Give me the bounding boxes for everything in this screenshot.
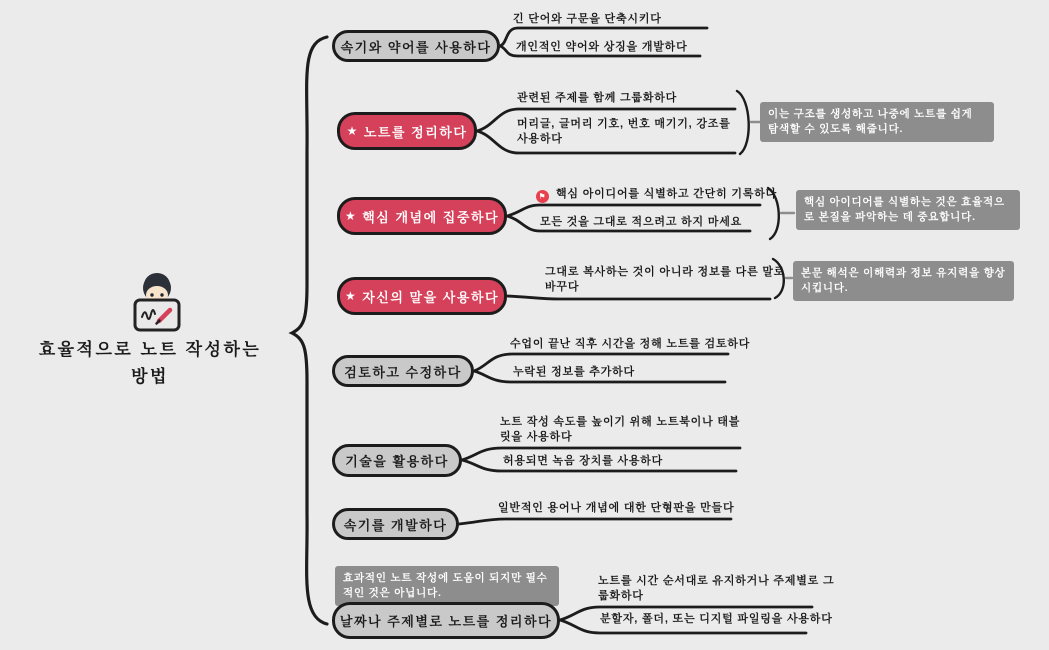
subtopic[interactable]: 긴 단어와 구문을 단축시키다 xyxy=(513,13,662,25)
subtopic[interactable]: 개인적인 약어와 상징을 개발하다 xyxy=(516,41,688,53)
subtopic[interactable]: 허용되면 녹음 장치를 사용하다 xyxy=(503,455,664,467)
topic-label: 자신의 말을 사용하다 xyxy=(362,289,499,305)
subtopic[interactable]: 관련된 주제를 함께 그룹화하다 xyxy=(517,92,678,104)
summary-callout[interactable]: 핵심 아이디어를 식별하는 것은 효율적으로 본질을 파악하는 데 중요합니다. xyxy=(796,190,1020,230)
topic-organize-by-date-or-subject[interactable] xyxy=(332,602,560,639)
star-icon: ★ xyxy=(344,289,358,303)
topic-label: 기술을 활용하다 xyxy=(345,454,449,469)
topic-label: 검토하고 수정하다 xyxy=(344,364,462,380)
subtopic[interactable] xyxy=(536,187,777,203)
subtopic[interactable]: 일반적인 용어나 개념에 대한 단형판을 만들다 xyxy=(498,502,735,514)
topic-use-shorthand-abbreviations[interactable] xyxy=(332,30,500,62)
topic-use-own-words[interactable] xyxy=(337,277,507,315)
topic-label: 속기를 개발하다 xyxy=(343,517,448,533)
star-icon: ★ xyxy=(346,124,359,138)
flag-icon: ⚑ xyxy=(536,190,549,203)
subtopic[interactable]: 노트 작성 속도를 높이기 위해 노트북이나 태블릿을 사용하다 xyxy=(500,416,741,443)
subtopic[interactable]: 머리글, 글머리 기호, 번호 매기기, 강조를 사용하다 xyxy=(517,118,731,145)
topic-label: 핵심 개념에 집중하다 xyxy=(362,209,499,225)
subtopic[interactable]: 수업이 끝난 직후 시간을 정해 노트를 검토하다 xyxy=(510,338,751,350)
subtopic[interactable]: 누락된 정보를 추가하다 xyxy=(513,366,635,378)
topic-label: 속기와 약어를 사용하다 xyxy=(340,39,492,55)
topic-use-technology[interactable] xyxy=(332,444,462,477)
subtopic[interactable]: 모든 것을 그대로 적으려고 하지 마세요 xyxy=(540,216,743,228)
summary-callout[interactable]: 이는 구조를 생성하고 나중에 노트를 쉽게 탐색할 수 있도록 해줍니다. xyxy=(760,102,994,142)
central-topic[interactable]: 효율적으로 노트 작성하는 방법 xyxy=(38,340,262,387)
subtopic-label: 핵심 아이디어를 식별하고 간단히 기록하다 xyxy=(556,188,778,200)
star-icon: ★ xyxy=(344,209,358,223)
topic-review-and-revise[interactable] xyxy=(332,355,474,387)
person-writing-icon xyxy=(128,266,186,336)
subtopic[interactable]: 분할자, 폴더, 또는 디지털 파일링을 사용하다 xyxy=(600,613,833,625)
subtopic[interactable]: 노트를 시간 순서대로 유지하거나 주제별로 그룹화하다 xyxy=(598,575,835,602)
note-callout[interactable]: 효과적인 노트 작성에 도움이 되지만 필수적인 것은 아닙니다. xyxy=(335,566,559,606)
topic-focus-key-concepts[interactable] xyxy=(337,197,507,235)
summary-callout[interactable]: 본문 해석은 이해력과 정보 유지력을 향상시킵니다. xyxy=(793,261,1014,301)
topic-label: 날짜나 주제별로 노트를 정리하다 xyxy=(339,614,553,629)
topic-label: 노트를 정리하다 xyxy=(363,124,468,140)
subtopic[interactable]: 그대로 복사하는 것이 아니라 정보를 다른 말로 바꾸다 xyxy=(545,266,786,293)
topic-develop-shorthand[interactable] xyxy=(332,508,459,540)
topic-organize-notes[interactable] xyxy=(337,112,477,150)
